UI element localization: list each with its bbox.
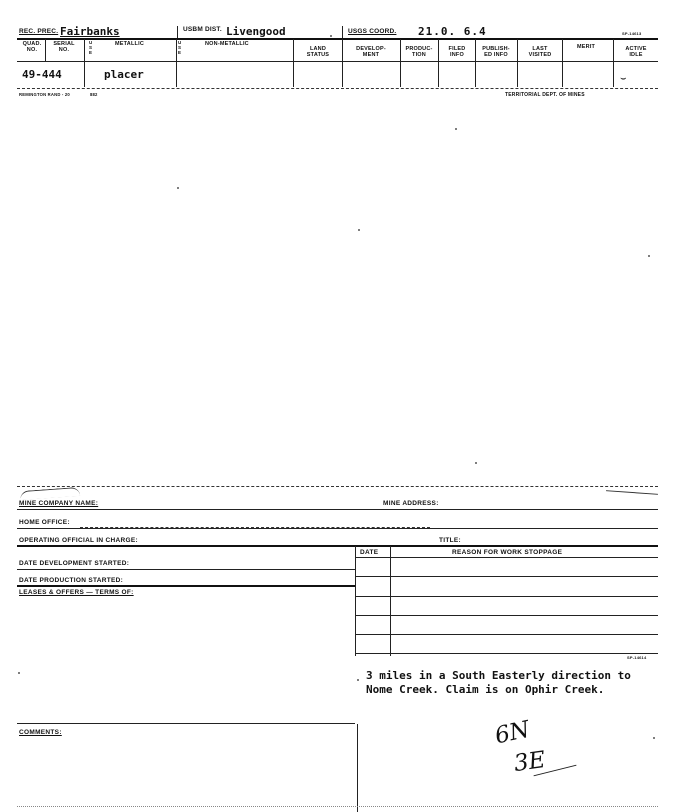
col-quad	[18, 41, 46, 53]
comments-top-line	[17, 723, 355, 724]
dept-label: TERRITORIAL DEPT. OF MINES	[505, 92, 585, 98]
col-development-text-1: DEVELOP-	[356, 46, 386, 52]
col-line	[438, 39, 439, 87]
col-merit: MERIT	[577, 44, 596, 50]
col-line	[475, 39, 476, 87]
card-top-line	[17, 486, 658, 487]
speck	[648, 255, 650, 257]
col-line	[613, 39, 614, 87]
col-line	[84, 39, 85, 87]
speck	[330, 35, 332, 37]
sep	[342, 26, 343, 38]
usbm-dist-label: USBM DIST.	[183, 26, 222, 33]
active-idle-mark: ⌣	[620, 73, 627, 84]
line-5	[17, 585, 355, 587]
row-metallic: placer	[104, 68, 144, 81]
col-published-info	[476, 46, 516, 58]
col-published-info-text-1: PUBLISH-	[482, 46, 510, 52]
col-land-status	[295, 46, 341, 58]
col-use-2: USE	[178, 40, 182, 55]
handwritten-range: 3E	[512, 746, 548, 778]
col-production-text-2: TION	[412, 52, 426, 58]
curl-right	[606, 490, 658, 495]
comments-label: COMMENTS:	[19, 729, 62, 736]
col-serial	[46, 41, 82, 53]
col-active-idle-text-2: IDLE	[629, 52, 643, 58]
col-production	[400, 46, 438, 58]
location-line-1: 3 miles in a South Easterly direction to	[366, 669, 631, 682]
line-3	[17, 545, 658, 547]
home-office-label: HOME OFFICE:	[19, 519, 70, 526]
date-header: DATE	[360, 549, 379, 556]
location-text	[366, 669, 631, 697]
usbm-dist-value: Livengood	[226, 25, 286, 38]
col-active-idle-text-1: ACTIVE	[625, 46, 647, 52]
col-last-visited	[518, 46, 562, 58]
mine-address-label: MINE ADDRESS:	[383, 500, 439, 507]
col-line	[562, 39, 563, 87]
col-filed-info-text-1: FILED	[448, 46, 466, 52]
mine-company-name-label: MINE COMPANY NAME:	[19, 500, 99, 507]
bottom-edge	[17, 806, 658, 807]
stoppage-date-col	[390, 546, 391, 656]
title-label: TITLE:	[439, 537, 462, 544]
col-line	[400, 39, 401, 87]
stoppage-row-5	[355, 653, 658, 654]
form-number-2: SP-14614	[627, 655, 647, 660]
col-metallic: METALLIC	[115, 41, 144, 47]
line-2b	[17, 528, 658, 529]
speck	[475, 462, 477, 464]
col-production-text-1: PRODUC-	[405, 46, 433, 52]
col-line	[293, 39, 294, 87]
row-serial: 49-444	[22, 68, 62, 81]
col-last-visited-text-1: LAST	[532, 46, 548, 52]
usgs-coord-value: 21.0. 6.4	[418, 25, 487, 38]
row-bottom-line	[17, 88, 658, 89]
rec-prec-label: REC. PREC.	[19, 28, 59, 35]
printer-code: 882	[90, 92, 98, 97]
line-4	[17, 569, 355, 570]
speck	[653, 737, 655, 739]
col-development-text-2: MENT	[362, 52, 380, 58]
col-filed-info-text-2: INFO	[450, 52, 464, 58]
col-line	[342, 39, 343, 87]
usgs-coord-label: USGS COORD.	[348, 28, 397, 35]
stoppage-row-2	[355, 596, 658, 597]
stoppage-left-border	[355, 546, 356, 656]
speck	[358, 229, 360, 231]
stoppage-row-4	[355, 634, 658, 635]
col-last-visited-text-2: VISITED	[528, 52, 552, 58]
col-active-idle	[614, 46, 658, 58]
col-filed-info	[439, 46, 475, 58]
col-serial-text: SERIAL	[53, 41, 75, 47]
line-1	[17, 509, 658, 510]
stoppage-row-1	[355, 576, 658, 577]
location-line-2: Nome Creek. Claim is on Ophir Creek.	[366, 683, 605, 696]
col-published-info-text-2: ED INFO	[484, 52, 508, 58]
speck	[455, 128, 457, 130]
date-production-started-label: DATE PRODUCTION STARTED:	[19, 577, 124, 584]
col-quad-text: QUAD.	[22, 41, 42, 47]
col-line	[45, 39, 46, 61]
col-non-metallic: NON-METALLIC	[205, 41, 249, 47]
speck	[18, 672, 20, 674]
rec-prec-value: Fairbanks	[60, 25, 120, 38]
operating-official-label: OPERATING OFFICIAL IN CHARGE:	[19, 537, 138, 544]
date-development-started-label: DATE DEVELOPMENT STARTED:	[19, 560, 130, 567]
form-number: SP-14613	[622, 31, 642, 36]
col-land-status-text-1: LAND	[309, 46, 327, 52]
stoppage-row-3	[355, 615, 658, 616]
stoppage-header-line	[355, 557, 658, 558]
col-land-status-text-2: STATUS	[306, 52, 330, 58]
col-line	[176, 39, 177, 87]
col-line	[517, 39, 518, 87]
curl-left	[20, 487, 80, 500]
sep	[177, 26, 178, 38]
speck	[357, 679, 359, 681]
col-use: USE	[89, 40, 93, 55]
printer-label: REMINGTON RAND - 20	[19, 92, 70, 97]
leases-offers-label: LEASES & OFFERS — TERMS OF:	[19, 589, 134, 596]
col-serial-no-text: NO.	[58, 47, 70, 53]
col-development	[343, 46, 399, 58]
col-quad-no-text: NO.	[26, 47, 38, 53]
comments-right-border	[357, 724, 358, 812]
speck	[177, 187, 179, 189]
reason-header: REASON FOR WORK STOPPAGE	[452, 549, 563, 556]
handwritten-township: 6N	[492, 716, 533, 750]
